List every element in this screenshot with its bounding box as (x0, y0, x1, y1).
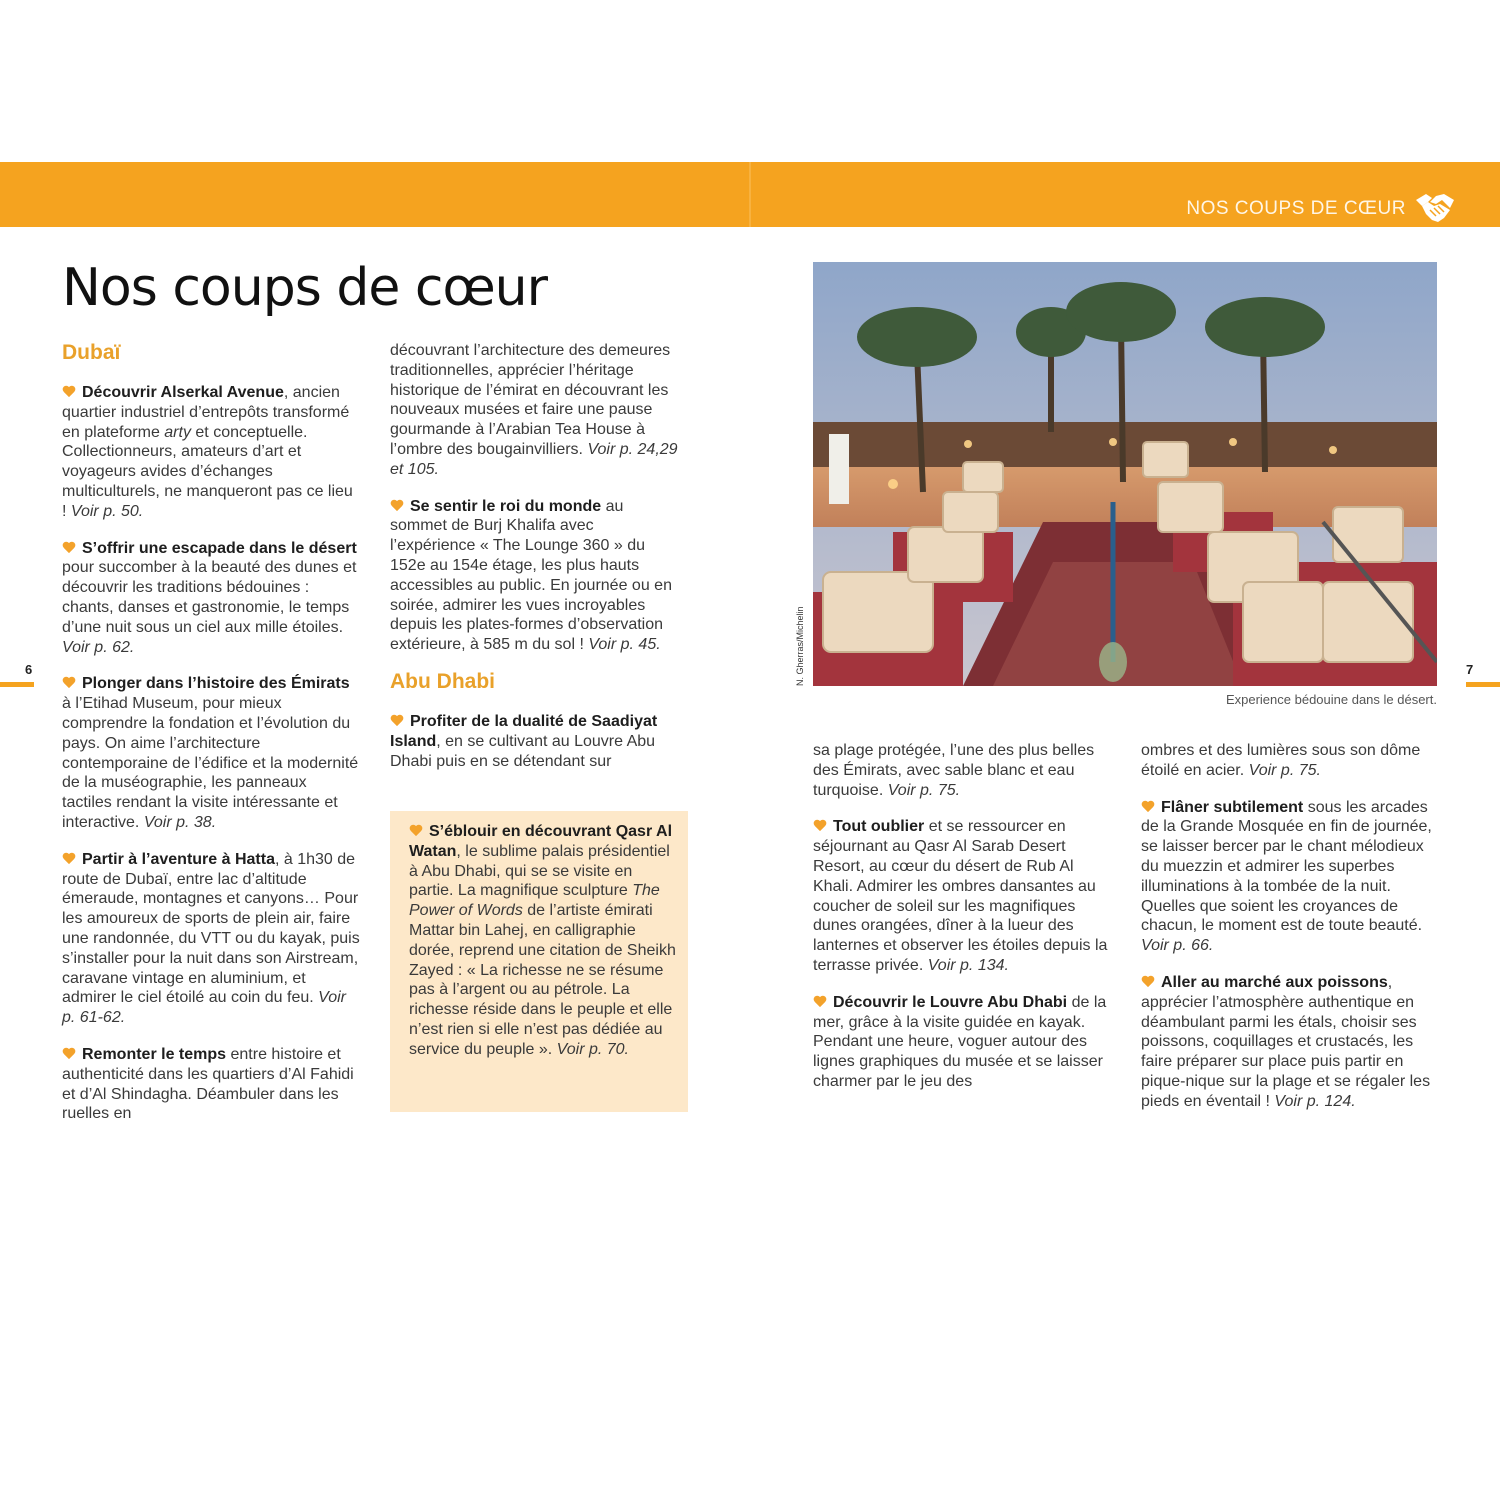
list-item: Plonger dans l’histoire des Émirats à l’Etihad Museum, pour mieux comprendre la fondation et l’évolution du pays. On aime l’architecture contemporaine de l’édifice et la modernité de la muséographie, les panneaux tactiles rendant la visite intéressante et interactive. Voir p. 38. (62, 675, 359, 831)
page-number-left: 6 (25, 662, 33, 677)
heart-icon (62, 853, 76, 863)
list-item: Découvrir le Louvre Abu Dhabi de la mer, grâce à la visite guidée en kayak. Pendant une heure, voguer autour des lignes graphiques du musée et se laisser charmer par le jeu des (813, 993, 1107, 1090)
section-title-abu-dhabi: Abu Dhabi (390, 669, 495, 693)
heart-icon (813, 820, 827, 830)
heart-icon (813, 996, 827, 1006)
page-number-right: 7 (1466, 662, 1474, 677)
list-item: Découvrir Alserkal Avenue, ancien quartier industriel d’entrepôts transformé en plateforme arty et conceptuelle. Collectionneurs, amateurs d’art et voyageurs avides d’échanges multiculturels, ne manqueront pas ce lieu ! Voir p. 50. (62, 384, 353, 520)
list-item: S’offrir une escapade dans le désert pour succomber à la beauté des dunes et découvrir les traditions bédouines : chants, danses et gastronomie, le temps d’une nuit sous un ciel aux mille étoiles. Voir p. 62. (62, 539, 357, 656)
heart-icon (390, 500, 404, 510)
photo-credit: N. Gherras/Michelin (795, 606, 805, 686)
list-item: Profiter de la dualité de Saadiyat Island, en se cultivant au Louvre Abu Dhabi puis en se détendant sur (390, 712, 658, 770)
heart-icon (62, 542, 76, 552)
heart-icon (62, 1048, 76, 1058)
highlight-box: S’éblouir en découvrant Qasr Al Watan, le sublime palais présidentiel à Abu Dhabi, qui se se visite en partie. La magnifique sculpture The Power of Words de l’artiste émirati Mattar bin Lahej, en calligraphie dorée, reprend une citation de Sheikh Zayed : « La richesse ne se résume pas à l’argent ou au pétrole. La richesse réside dans le peuple et elle n’est rien si elle n’est pas dédiée au service du peuple ». Voir p. 70. (390, 811, 688, 1112)
list-item: Remonter le temps entre histoire et authenticité dans les quartiers d’Al Fahidi et d’Al Shindagha. Déambuler dans les ruelles en (62, 1045, 354, 1123)
list-item-continued: sa plage protégée, l’une des plus belles des Émirats, avec sable blanc et eau turquoise. Voir p. 75. (813, 742, 1095, 799)
section-title-dubai: Dubaï (62, 341, 121, 364)
column-1 (62, 341, 360, 1141)
handshake-icon (1414, 190, 1456, 224)
page-title: Nos coups de cœur (62, 258, 547, 318)
page-gutter (749, 162, 751, 227)
column-4 (1141, 741, 1439, 1129)
heart-icon (62, 677, 76, 687)
list-item: Se sentir le roi du monde au sommet de Burj Khalifa avec l’expérience « The Lounge 360 » du 152e au 154e étage, les plus hauts accessibles au public. En journée ou en soirée, admirer les vues incroyables depuis les plates-formes d’observation extérieure, à 585 m du sol ! Voir p. 45. (390, 497, 672, 654)
list-item: Aller au marché aux poissons, apprécier l’atmosphère authentique en déambulant parmi les étals, choisir ses poissons, coquillages et crustacés, les faire préparer sur place puis partir en pique-nique sur la plage et se régaler les pieds en éventail ! Voir p. 124. (1141, 973, 1431, 1110)
photo-caption: Experience bédouine dans le désert. (1225, 692, 1437, 707)
column-2 (390, 341, 680, 788)
desert-camp-photo (813, 262, 1437, 686)
list-item: Tout oublier et se ressourcer en séjournant au Qasr Al Sarab Desert Resort, au cœur du désert de Rub Al Khali. Admirer les ombres dansantes au coucher de soleil sur les magnifiques dunes orangées, dîner à la lueur des lanternes et observer les étoiles depuis la terrasse privée. Voir p. 134. (813, 818, 1108, 974)
list-item: Partir à l’aventure à Hatta, à 1h30 de route de Dubaï, entre lac d’altitude émeraude, montagnes et canyons… Pour les amoureux de sports de plein air, faire une randonnée, du VTT ou du kayak, puis s’installer pour la nuit dans son Airstream, caravane vintage en aluminium, et admirer le ciel étoilé au coin du feu. Voir p. 61-62. (62, 850, 360, 1027)
heart-icon (62, 386, 76, 396)
running-title: NOS COUPS DE CŒUR (1186, 198, 1406, 219)
heart-icon (1141, 801, 1155, 811)
heart-icon (390, 715, 404, 725)
heart-icon (1141, 976, 1155, 986)
list-item-continued: ombres et des lumières sous son dôme étoilé en acier. Voir p. 75. (1141, 742, 1421, 779)
page-tab-right (1466, 682, 1500, 687)
list-item: Flâner subtilement sous les arcades de la Grande Mosquée en fin de journée, se laisser bercer par le chant mélodieux du muezzin et admirer les superbes illuminations à la tombée de la nuit. Quelles que soient les croyances de chacun, le moment est de toute beauté. Voir p. 66. (1141, 798, 1432, 955)
column-3 (813, 741, 1113, 1109)
list-item-continued: découvrant l’architecture des demeures traditionnelles, apprécier l’héritage historique de l’émirat en découvrant les nouveaux musées et faire une pause gourmande à l’Arabian Tea House à l’ombre des bougainvilliers. Voir p. 24,29 et 105. (390, 342, 678, 478)
page-tab-left (0, 682, 34, 687)
photo-illustration (813, 262, 1437, 686)
heart-icon (409, 825, 423, 835)
